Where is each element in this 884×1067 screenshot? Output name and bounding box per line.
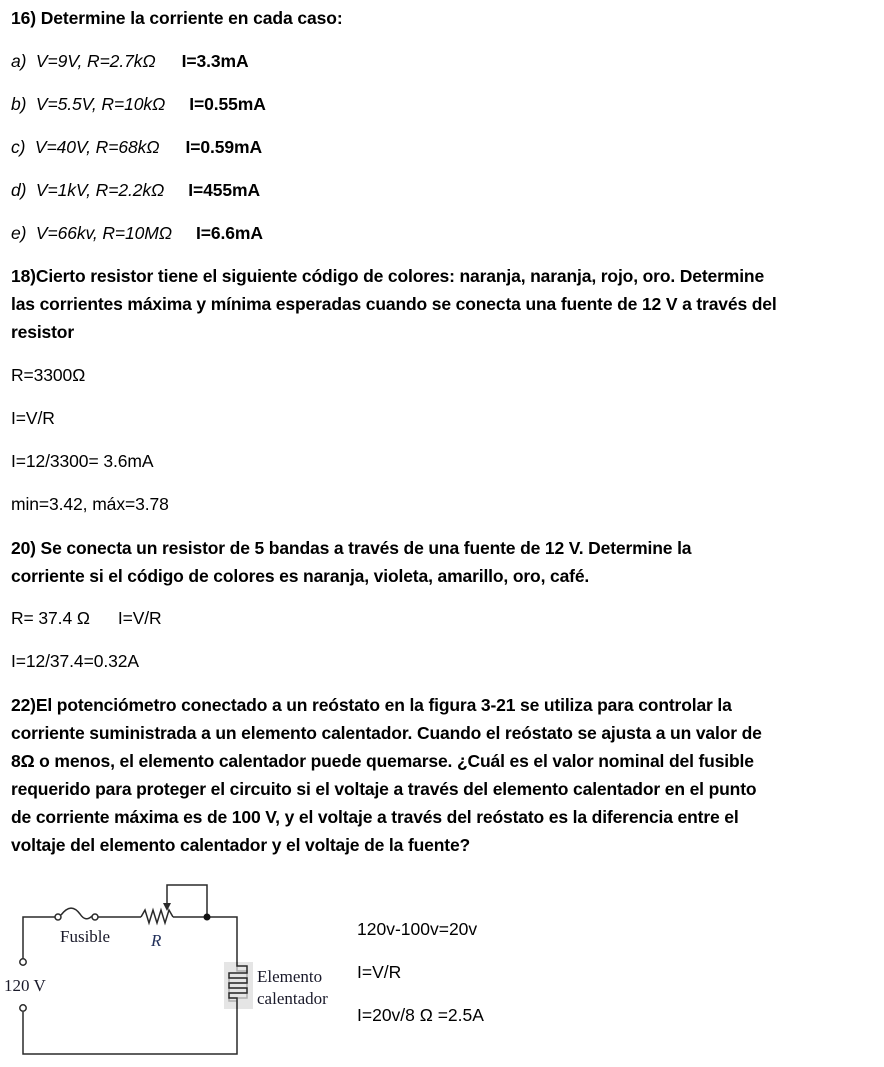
case-given: V=9V, R=2.7kΩ xyxy=(35,51,156,71)
q22-work-voltage-drop: 120v-100v=20v xyxy=(357,919,478,939)
case-answer: I=0.59mA xyxy=(185,137,263,157)
case-label: c) xyxy=(11,137,26,157)
q16-case-b xyxy=(11,90,266,118)
q20-work-formula: I=V/R xyxy=(117,608,162,628)
q22-line-5: de corriente máxima es de 100 V, y el voltaje a través del reóstato es la diferencia entre el xyxy=(11,807,739,827)
case-answer: I=0.55mA xyxy=(189,94,266,114)
case-label: b) xyxy=(11,94,27,114)
q22-line-6: voltaje del elemento calentador y el voltaje de la fuente? xyxy=(11,835,471,855)
case-answer: I=6.6mA xyxy=(196,223,263,243)
q20-work-resistance: R= 37.4 Ω xyxy=(11,608,90,628)
q18-line-1: 18)Cierto resistor tiene el siguiente código de colores: naranja, naranja, rojo, oro. Determine xyxy=(11,266,765,286)
case-given: V=1kV, R=2.2kΩ xyxy=(35,180,165,200)
resistor-label: R xyxy=(151,931,162,950)
heater-label-line-2: calentador xyxy=(257,989,328,1008)
q22-work-current: I=20v/8 Ω =2.5A xyxy=(357,1005,484,1025)
case-label: d) xyxy=(11,180,27,200)
case-label: e) xyxy=(11,223,27,243)
heater-label-line-1: Elemento xyxy=(257,967,323,986)
q18-work-current: I=12/3300= 3.6mA xyxy=(11,451,154,471)
q20-work-result: I=12/37.4=0.32A xyxy=(11,651,139,671)
q20-line-2: corriente si el código de colores es naranja, violeta, amarillo, oro, café. xyxy=(11,566,590,586)
case-answer: I=455mA xyxy=(188,180,261,200)
q22-line-4: requerido para proteger el circuito si el voltaje a través del elemento calentador en el punto xyxy=(11,779,757,799)
case-given: V=66kv, R=10MΩ xyxy=(35,223,173,243)
q16-case-e xyxy=(11,219,263,247)
fuse-label: Fusible xyxy=(60,927,111,946)
case-label: a) xyxy=(11,51,27,71)
q22-work-formula: I=V/R xyxy=(357,962,402,982)
q18-work-formula: I=V/R xyxy=(11,408,55,428)
q18-statement xyxy=(11,262,871,346)
case-given: V=40V, R=68kΩ xyxy=(34,137,160,157)
q16-title: 16) Determine la corriente en cada caso: xyxy=(11,8,343,28)
case-answer: I=3.3mA xyxy=(181,51,249,71)
q16-case-c xyxy=(11,133,262,161)
q16-case-a xyxy=(11,47,249,75)
q22-line-3: 8Ω o menos, el elemento calentador puede quemarse. ¿Cuál es el valor nominal del fusible xyxy=(11,751,754,771)
case-given: V=5.5V, R=10kΩ xyxy=(35,94,166,114)
q20-line-1: 20) Se conecta un resistor de 5 bandas a través de una fuente de 12 V. Determine la xyxy=(11,538,692,558)
q20-statement xyxy=(11,534,871,590)
q18-work-range: min=3.42, máx=3.78 xyxy=(11,494,169,514)
q22-line-2: corriente suministrada a un elemento calentador. Cuando el reóstato se ajusta a un valor de xyxy=(11,723,762,743)
q22-line-1: 22)El potenciómetro conectado a un reóstato en la figura 3-21 se utiliza para controlar la xyxy=(11,695,732,715)
circuit-diagram xyxy=(0,870,340,1062)
q22-statement xyxy=(11,691,871,859)
q20-work-line-1 xyxy=(11,604,162,632)
q16-case-d xyxy=(11,176,260,204)
q18-line-2: las corrientes máxima y mínima esperadas cuando se conecta una fuente de 12 V a través del xyxy=(11,294,777,314)
circuit-schematic-icon xyxy=(0,870,340,1062)
q18-work-resistance: R=3300Ω xyxy=(11,365,86,385)
source-voltage-label: 120 V xyxy=(4,976,46,995)
q18-line-3: resistor xyxy=(11,322,74,342)
